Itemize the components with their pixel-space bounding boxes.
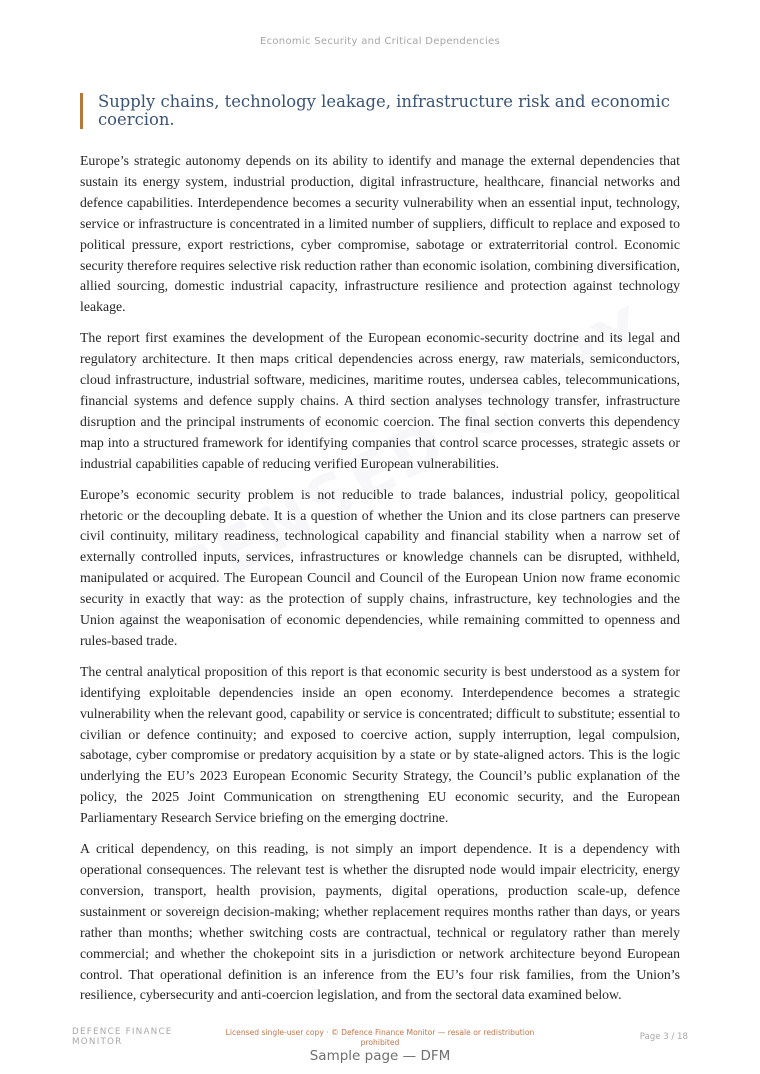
- body-text: [80, 151, 680, 1016]
- paragraph: Europe’s strategic autonomy depends on its ability to identify and manage the external dependencies that sustain its energy system, industrial production, digital infrastructure, healthcare, financial networks and defence capabilities. Interdependence becomes a security vulnerability when an essential input, technology, service or infrastructure is concentrated in a limited number of suppliers, difficult to replace and exposed to political pressure, export restrictions, cyber compromise, sabotage or extraterritorial control. Economic security therefore requires selective risk reduction rather than economic isolation, combining diversification, allied sourcing, domestic industrial capacity, infrastructure resilience and protection against technology leakage.: [80, 153, 680, 315]
- section-title: Supply chains, technology leakage, infrastructure risk and economic coercion.: [98, 92, 670, 129]
- footer-license-notice: Licensed single-user copy · © Defence Finance Monitor — resale or redistribution prohibited: [225, 1028, 535, 1047]
- footer-brand: DEFENCE FINANCE MONITOR: [72, 1027, 173, 1047]
- running-header: Economic Security and Critical Dependencies: [259, 36, 501, 47]
- paragraph: The report first examines the development of the European economic-security doctrine and its legal and regulatory architecture. It then maps critical dependencies across energy, raw materials, semiconductors, cloud infrastructure, industrial software, medicines, maritime routes, undersea cables, telecommunications, financial systems and defence supply chains. A third section analyses technology transfer, infrastructure disruption and the principal instruments of economic coercion. The final section converts this dependency map into a structured framework for identifying companies that control scarce processes, strategic assets or industrial capabilities capable of reducing verified European vulnerabilities.: [80, 330, 680, 471]
- paragraph: Europe’s economic security problem is not reducible to trade balances, industrial policy, geopolitical rhetoric or the decoupling debate. It is a question of whether the Union and its close partners can preserve civil continuity, military readiness, technological capability and financial stability when a narrow set of externally controlled inputs, services, infrastructures or knowledge channels can be disrupted, withheld, manipulated or acquired. The European Council and Council of the European Union now frame economic security in exactly that way: as the protection of supply chains, infrastructure, key technologies and the Union against the weaponisation of economic dependencies, while remaining committed to openness and rules-based trade.: [80, 486, 680, 648]
- section-heading: [80, 93, 678, 129]
- paragraph: A critical dependency, on this reading, is not simply an import dependence. It is a dependency with operational consequences. The relevant test is whether the disrupted node would impair electricity, energy conversion, transport, health provision, payments, digital operations, production scale-up, defence sustainment or sovereign decision-making; whether replacement requires months rather than days, or years rather than months; whether switching costs are contractual, technical or regulatory rather than merely commercial; and whether the chokepoint sits in a jurisdiction or network architecture beyond European control. That operational definition is an inference from the EU’s four risk families, from the Union’s resilience, cybersecurity and anti-coercion legislation, and from the sectoral data examined below.: [80, 841, 680, 1003]
- sample-page-label: Sample page — DFM: [309, 1048, 451, 1064]
- page-number: Page 3 / 18: [639, 1032, 688, 1042]
- paragraph: The central analytical proposition of this report is that economic security is best understood as a system for identifying exploitable dependencies inside an open economy. Interdependence becomes a strategic vulnerability when the relevant good, capability or service is concentrated; difficult to substitute; essential to civilian or defence continuity; and exposed to coercive action, supply interruption, legal compulsion, sabotage, cyber compromise or predatory acquisition by a state or by state-aligned actors. This is the logic underlying the EU’s 2023 European Economic Security Strategy, the Council’s public explanation of the policy, the 2025 Joint Communication on strengthening EU economic security, and the European Parliamentary Research Service briefing on the emerging doctrine.: [80, 663, 680, 826]
